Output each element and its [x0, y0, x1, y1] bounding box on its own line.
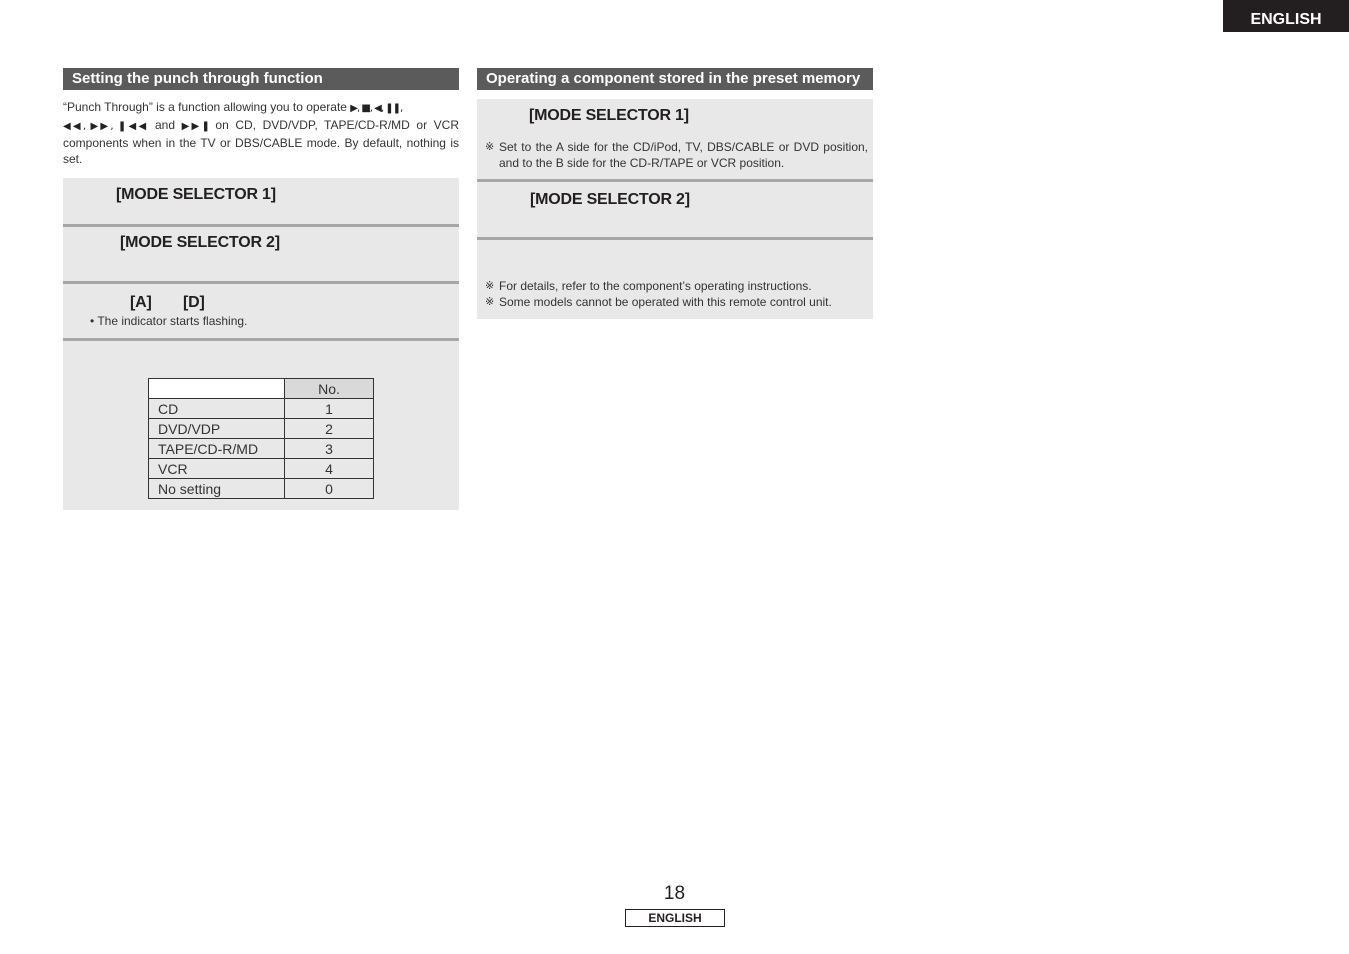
intro-text-1: “Punch Through” is a function allowing you to operate	[63, 100, 351, 114]
device-number: 1	[285, 399, 374, 419]
mode-selector-1-label: [MODE SELECTOR 1]	[116, 186, 276, 203]
device-number: 2	[285, 419, 374, 439]
notes-list	[485, 278, 868, 310]
intro-text-2: on CD, DVD/VDP, TAPE/CD-R/MD or VCR components when in the TV or DBS/CABLE mode. By default, nothing is set.	[63, 118, 459, 166]
device-name: No setting	[149, 479, 285, 499]
note-item	[485, 294, 868, 310]
device-name: DVD/VDP	[149, 419, 285, 439]
note-item	[485, 278, 868, 294]
language-tab: ENGLISH	[1223, 0, 1349, 32]
button-a-label: [A]	[130, 294, 152, 311]
device-number-table	[148, 378, 374, 499]
device-number: 3	[285, 439, 374, 459]
steps-box	[63, 178, 459, 510]
transport-icons-2: ◀◀, ▶▶, ❚◀◀	[63, 121, 149, 132]
table-header-blank	[149, 379, 285, 399]
step-press-buttons	[63, 284, 459, 341]
mode-selector-2-label: [MODE SELECTOR 2]	[120, 234, 280, 251]
table-row	[149, 399, 374, 419]
note-text: Some models cannot be operated with this remote control unit.	[499, 295, 832, 309]
footer-language: ENGLISH	[625, 909, 725, 927]
device-name: TAPE/CD-R/MD	[149, 439, 285, 459]
step-mode-selector-1	[477, 99, 873, 182]
transport-icons-1: ▶, ■, ◀, ❚❚,	[350, 103, 403, 114]
transport-icons-3: ▶▶❚	[181, 121, 209, 132]
device-number: 0	[285, 479, 374, 499]
table-header-no: No.	[285, 379, 374, 399]
preset-memory-section	[477, 68, 873, 319]
page-number: 18	[663, 883, 686, 904]
step-mode-selector-2	[63, 227, 459, 284]
device-number: 4	[285, 459, 374, 479]
intro-and: and	[148, 118, 182, 132]
section-title: Setting the punch through function	[63, 68, 459, 90]
table-row	[149, 419, 374, 439]
reference-mark-icon: ※	[485, 141, 495, 153]
reference-mark-icon: ※	[485, 280, 495, 292]
table-row	[149, 439, 374, 459]
steps-box	[477, 99, 873, 319]
mode-selector-1-label: [MODE SELECTOR 1]	[529, 107, 689, 124]
note-text: Set to the A side for the CD/iPod, TV, DBS/CABLE or DVD position, and to the B side for the CD-R/TAPE or VCR position.	[499, 140, 868, 170]
intro-paragraph	[63, 99, 459, 167]
punch-through-section	[63, 68, 459, 510]
section-title: Operating a component stored in the preset memory	[477, 68, 873, 90]
table-header-row	[149, 379, 374, 399]
table-row	[149, 479, 374, 499]
step-enter-number	[63, 341, 459, 510]
reference-mark-icon: ※	[485, 296, 495, 308]
button-d-label: [D]	[183, 294, 205, 311]
step-operate	[477, 240, 873, 319]
table-row	[149, 459, 374, 479]
indicator-note: • The indicator starts flashing.	[90, 314, 248, 328]
device-name: VCR	[149, 459, 285, 479]
mode-selector-1-note	[485, 139, 868, 171]
step-mode-selector-2	[477, 182, 873, 240]
note-text: For details, refer to the component’s operating instructions.	[499, 279, 812, 293]
step-mode-selector-1	[63, 178, 459, 227]
mode-selector-2-label: [MODE SELECTOR 2]	[530, 191, 690, 208]
device-name: CD	[149, 399, 285, 419]
